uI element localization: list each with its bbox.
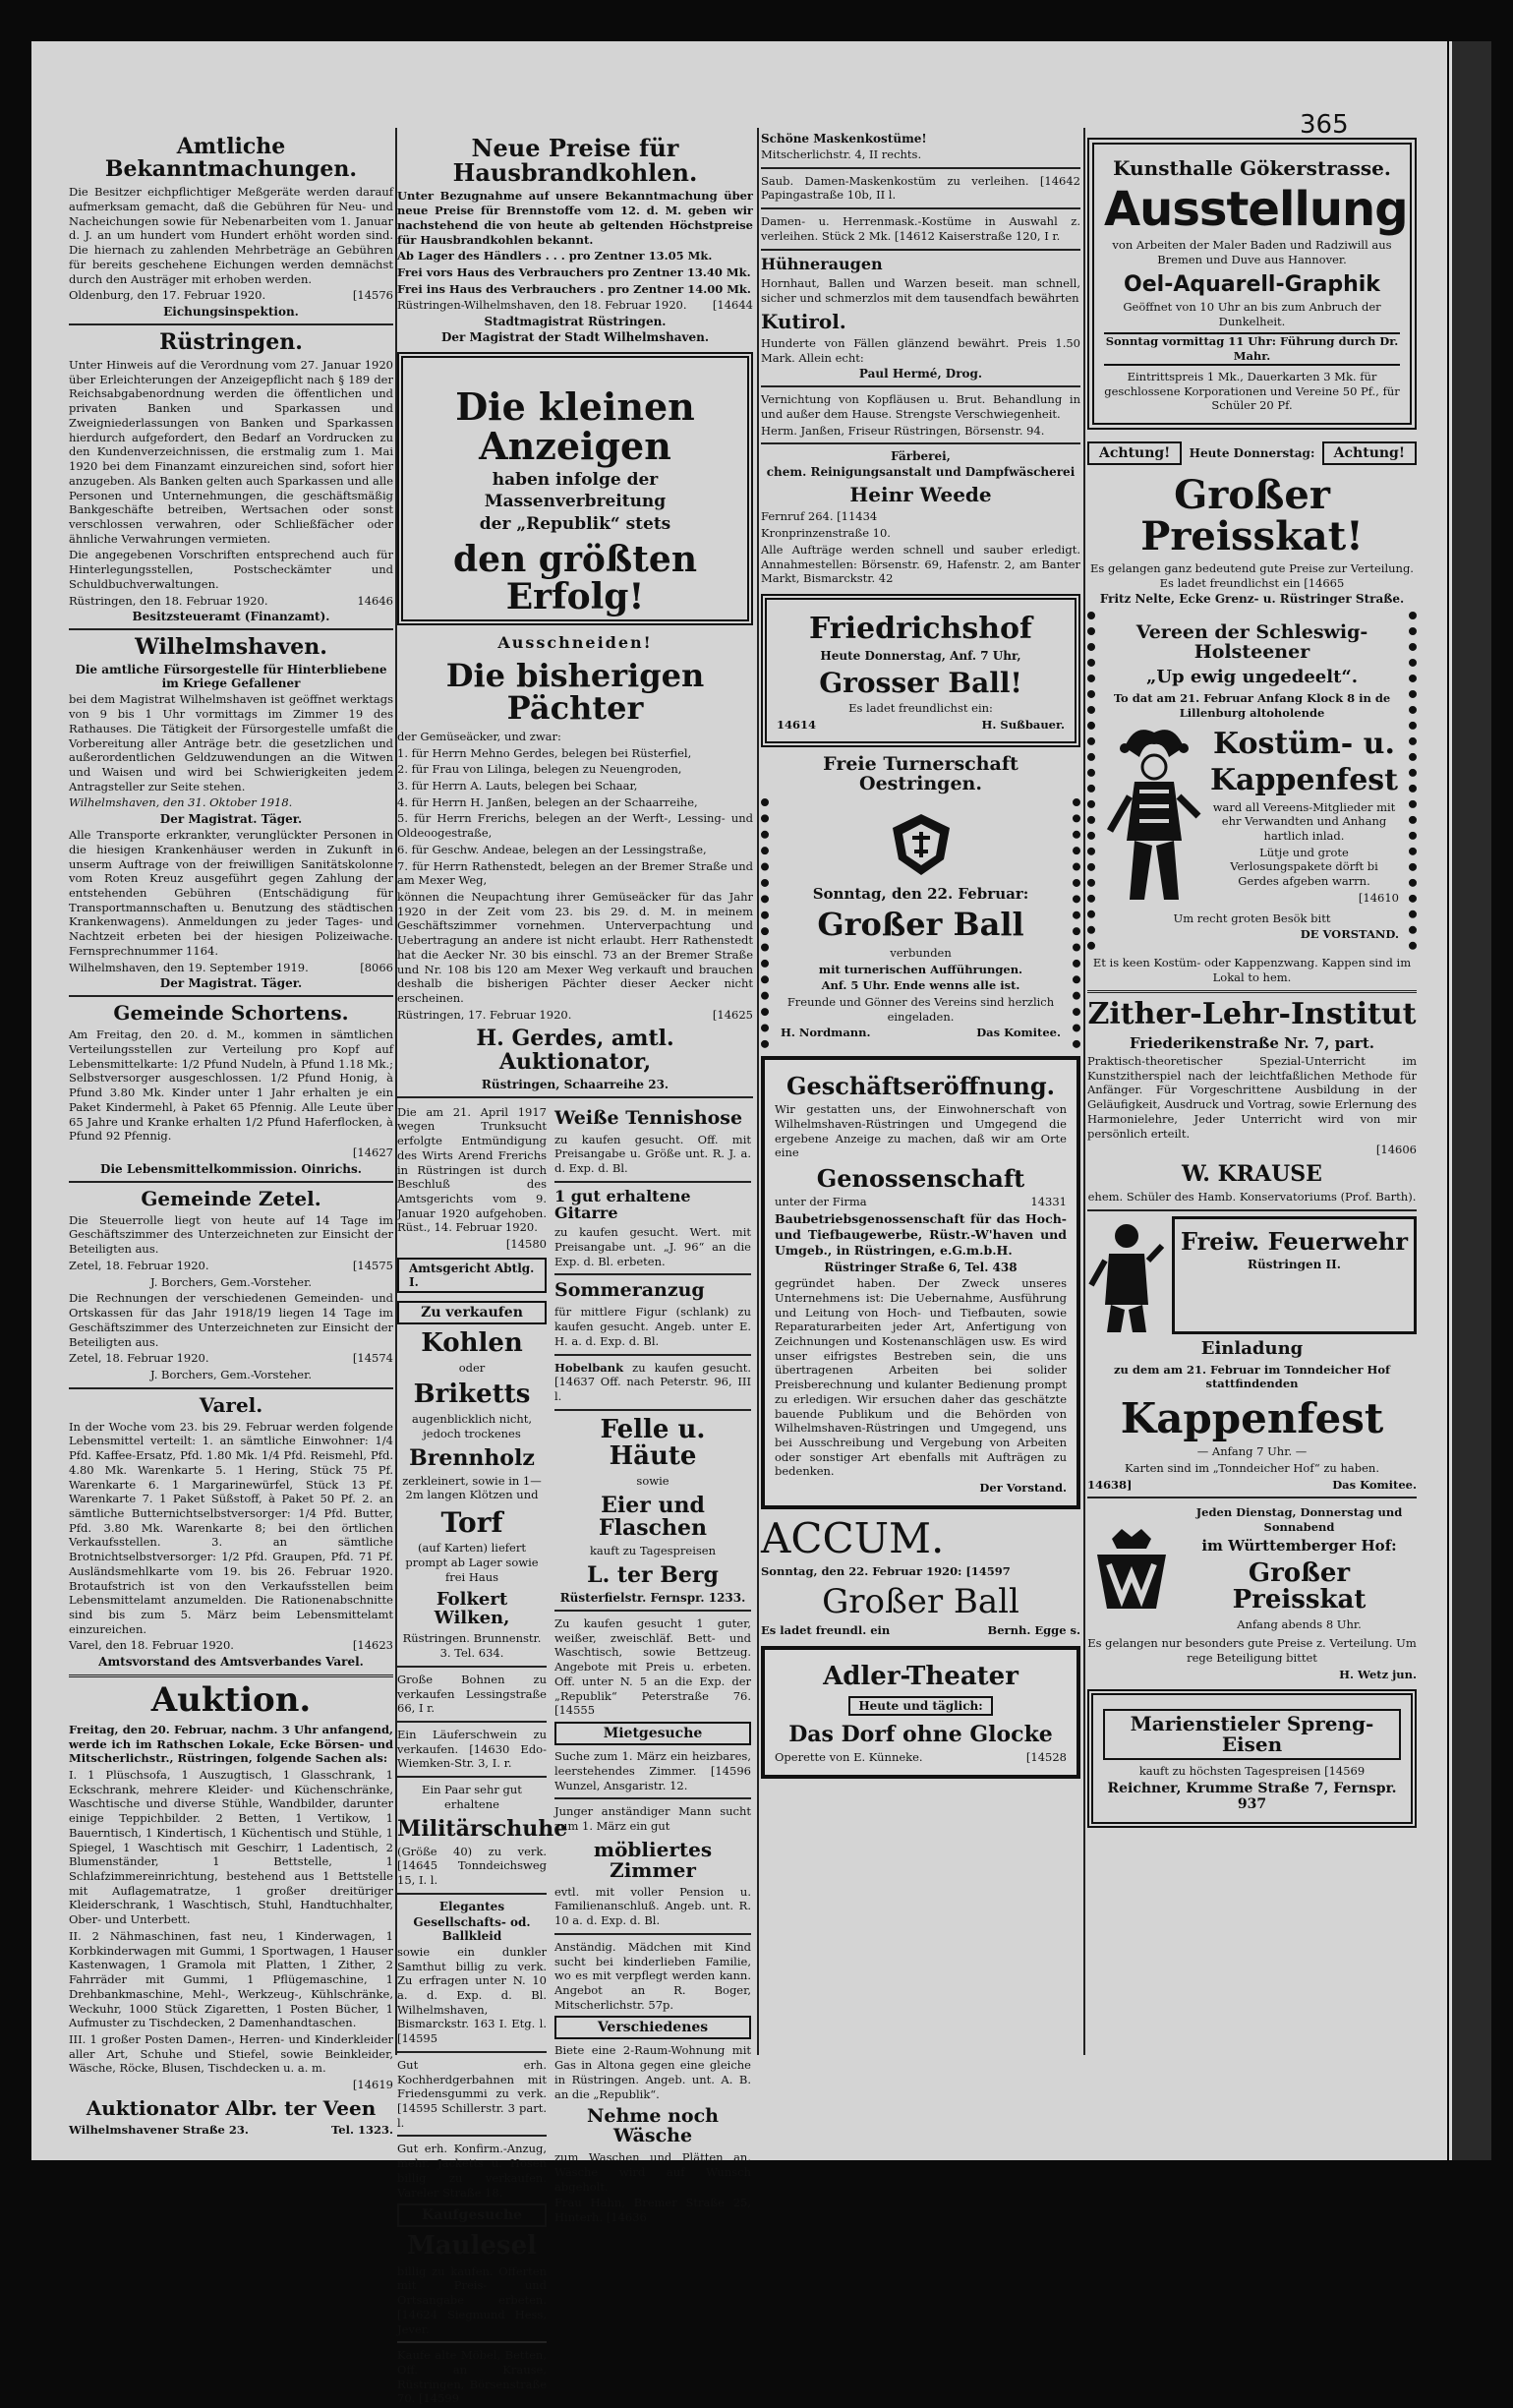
notice-signature: J. Borchers, Gem.-Vorsteher. bbox=[150, 1367, 312, 1381]
ad-text: sowie bbox=[636, 1474, 669, 1489]
notice-number: [14610 bbox=[1358, 890, 1399, 905]
ad-headline: möbliertes Zimmer bbox=[593, 1837, 713, 1882]
notice-signature: Eichungsinspektion. bbox=[163, 304, 299, 319]
ad-address: Reichner, Krumme Straße 7, Fernspr. 937 bbox=[1107, 1781, 1397, 1813]
crown-emblem-icon bbox=[1087, 1525, 1176, 1614]
ad-text: Hunderte von Fällen glänzend bewährt. Preis 1.50 Mark. Allein echt: bbox=[761, 335, 1080, 365]
column-rule bbox=[757, 128, 759, 2055]
club-motto: „Up ewig ungedeelt“. bbox=[1145, 667, 1358, 688]
ad-address: Kronprinzenstraße 10. bbox=[761, 526, 891, 541]
column-3 bbox=[761, 130, 1080, 1787]
promo-line: haben infolge der Massenverbreitung bbox=[484, 469, 667, 511]
ad-text: Biete eine 2-Raum-Wohnung mit Gas in Altona gegen eine gleiche in Rüstringen. Angeb. unt. A. B. an die „Republik“. bbox=[554, 2043, 751, 2101]
notice-signature: J. Borchers, Gem.-Vorsteher. bbox=[150, 1274, 312, 1289]
ad-signature: Paul Hermé, Drog. bbox=[858, 367, 983, 382]
ad-headline: Briketts bbox=[413, 1379, 531, 1409]
section-heading: Amtliche Bekanntmachungen. bbox=[104, 134, 358, 183]
coal-price-row: Frei ins Haus des Verbrauchers . pro Zentner 14.00 Mk. bbox=[397, 281, 751, 296]
ad-headline: Maulesel bbox=[406, 2231, 537, 2261]
event-title: Großer Ball bbox=[822, 1581, 1019, 1621]
institute-address: Friederikenstraße Nr. 7, part. bbox=[1130, 1033, 1374, 1052]
tenant-item: 1. für Herrn Mehno Gerdes, belegen bei Rüsterfiel, bbox=[397, 745, 692, 760]
ad-headline: Marienstieler Spreng-Eisen bbox=[1103, 1709, 1401, 1760]
ad-address: Rüstringen. Brunnenstr. 3. Tel. 634. bbox=[402, 1631, 542, 1661]
invite-heading: Einladung bbox=[1200, 1337, 1304, 1359]
exhibition-hours: Geöffnet von 10 Uhr an bis zum Anbruch der Dunkelheit. bbox=[1123, 299, 1381, 328]
column-2 bbox=[397, 130, 753, 2408]
event-title: Kostüm- u. bbox=[1213, 726, 1395, 761]
ad-headline: Genossenschaft bbox=[816, 1164, 1025, 1194]
schleswig-holstein-ad bbox=[1087, 612, 1417, 950]
section-tag: Kaufgesuche bbox=[397, 2203, 547, 2227]
kunsthalle-ad bbox=[1087, 138, 1417, 430]
ad-text: Alle Aufträge werden schnell und sauber erledigt. Annahmestellen: Börsenstr. 69, Hafenstr. 2, am Banter Markt, Bismarckstr. 42 bbox=[761, 542, 1080, 586]
event-text: Es gelangen ganz bedeutend gute Preise zur Verteilung. Es ladet freundlichst ein [14665 bbox=[1090, 560, 1414, 590]
coal-prices-lead: Unter Bezugnahme auf unsere Bekanntmachung über neue Preise für Brennstoffe vom 12. d. M. geben wir nachstehend die von heute ab geltenden Höchstpreise für Hausbrandkohlen bekannt. bbox=[397, 189, 753, 247]
ad-signature: Frau Hahn, Bremer Straße 25, Hinterh. [14636 bbox=[554, 2196, 751, 2225]
notice-text: Die Besitzer eichpflichtiger Meßgeräte werden darauf aufmerksam gemacht, daß die Gebühren für Neu- und Nacheichungen sowie für Nebenarbeiten vom 1. Januar d. J. an um hundert vom Hundert erhöht worden sind. Die hiernach zu zahlenden Mehrbeträge an Gebühren für bereits geschehene Eichungen werden demnächst durch den Austräger mit erhoben werden. bbox=[69, 185, 393, 286]
event-text: zu dem am 21. Februar im Tonndeicher Hof stattfindenden bbox=[1113, 1362, 1390, 1391]
notice-text: In der Woche vom 23. bis 29. Februar werden folgende Lebensmittel verteilt: 1. an sämtliche Einwohner: 1/4 Pfd. Kaffee-Ersatz, Pfd. 1.80 Mk. 1/4 Pfd. Reismehl, Pfd. 4.80 Mk. Warenkarte 5. 1 Hering, Stück 75 Pf. Warenkarte 6. 1 Margarinewürfel, Stück 13 Pf. Warenkarte 7. 1 Paket Süßstoff, à Paket 50 Pf. 2. an sämtliche Butternichtselbstversorger: 1/4 Pfd. Butter, Pfd. 3.80 Mk. Warenkarte 8; bei den örtlichen Verkaufsstellen. 3. an sämtliche Brotnichtselbstversorger: 1/2 Pfd. Graupen, Pfd. 71 Pf. Ausländsmehlkarte vom 19. bis 26. Februar 1920. Brotaufstrich ist von den Verkaufsstellen beim Lebensmittelamt anzumelden. Die Rationenabschnitte sind bis zum 5. März beim Lebensmittelamt einzureichen. bbox=[69, 1419, 393, 1636]
notice-text: können die Neupachtung ihrer Gemüseäcker für das Jahr 1920 in der Zeit vom 23. bis 29. d. M. in meinem Geschäftszimmer vornehmen. Unterverpachtung und Uebertragung an andere ist nicht erlaubt. Herr Rathenstedt hat die Aecker Nr. 30 bis einschl. 73 an der Bremer Straße und Nr. 108 bis 120 am Mexer Weg verkauft und brauchen deshalb die bisherigen Pächter dieser Aecker nicht erscheinen. bbox=[397, 889, 753, 1005]
notice-number: [14619 bbox=[352, 2078, 393, 2092]
small-ads-promo bbox=[397, 352, 753, 625]
auction-heading: Auktion. bbox=[150, 1680, 312, 1721]
ad-text: Gut erh. Kochherdgerbahnen mit Friedensgummi zu verk. [14595 Schillerstr. 3 part. l. bbox=[397, 2057, 547, 2130]
venue-title: ACCUM. bbox=[761, 1513, 945, 1562]
ad-headline: chem. Reinigungsanstalt und Dampfwäscherei bbox=[766, 465, 1076, 480]
notice-place: Wilhelmshaven, den 19. September 1919. bbox=[69, 960, 309, 974]
event-text: ward all Vereens-Mitglieder mit ehr Verwandten und Anhang hartlich inlad. bbox=[1212, 799, 1396, 844]
notice-text: Am Freitag, den 20. d. M., kommen in sämtlichen Verteilungsstellen zur Verteilung pro Kopf auf Lebensmittelkarte: 1/2 Pfund Nudeln, à Pfund 1.18 Mk.; Selbstversorger ausgeschlossen. 1/2 Pfund Honig, à Pfund 3.80 Mk. Kinder unter 1 Jahr erhalten je ein Paket Kindermehl, à Paket 65 Pfennig. Alle Leute über 65 Jahre und Kranke erhalten 1/2 Pfund Haferflocken, à Pfund 92 Pfennig. bbox=[69, 1028, 393, 1144]
ad-headline: Kohlen bbox=[421, 1327, 523, 1358]
notice-number: [14575 bbox=[352, 1258, 393, 1272]
ad-address: Mitscherlichstr. 4, II rechts. bbox=[761, 147, 922, 161]
auctioneer-name: Auktionator Albr. ter Veen bbox=[86, 2095, 377, 2120]
page-edge bbox=[1449, 41, 1491, 2160]
ad-text: Gut erh. Konfirm.-Anzug, mehr. Jacketts u. Hosen billig zu verkaufen. Vareler Straße 18. bbox=[397, 2142, 547, 2200]
event-venue: im Württemberger Hof: bbox=[1201, 1536, 1397, 1555]
ad-signature: Der Vorstand. bbox=[979, 1481, 1067, 1496]
notice-subheading: Die amtliche Fürsorgestelle für Hinterbliebene im Kriege Gefallener bbox=[75, 663, 387, 691]
section-tag: Zu verkaufen bbox=[397, 1301, 547, 1324]
ad-text: Hornhaut, Ballen und Warzen beseit. man schnell, sicher und schmerzlos mit dem tausendfach bewährten bbox=[761, 276, 1080, 306]
ad-text: zu kaufen gesucht. Off. mit Preisangabe u. Größe unt. R. J. a. d. Exp. d. Bl. bbox=[554, 1132, 751, 1175]
show-title: Das Dorf ohne Glocke bbox=[788, 1722, 1053, 1748]
notice-number: [14625 bbox=[712, 1007, 753, 1022]
show-text: Operette von E. Künneke. bbox=[775, 1750, 923, 1765]
ad-text: Elegantes bbox=[438, 1899, 505, 1913]
ad-phone: Fernruf 264. [11434 bbox=[761, 509, 878, 524]
business-opening-ad bbox=[761, 1056, 1080, 1509]
club-heading: Freiw. Feuerwehr bbox=[1181, 1226, 1408, 1256]
notice-text: Die am 21. April 1917 wegen Trunksucht erfolgte Entmündigung des Wirts Arend Frerichs in Rüstringen ist durch Beschluß des Amtsgerichts vom 9. Januar 1920 aufgehoben. Rüst., 14. Februar 1920. bbox=[397, 1104, 547, 1235]
notice-text: bei dem Magistrat Wilhelmshaven ist geöffnet werktags von 9 bis 1 Uhr vormittags im Zimmer 19 des Rathauses. Die Tätigkeit der Fürsorgestelle umfaßt die Vorbereitung aller Anträge betr. die gesetzlichen und außerordentlichen Geldzuwendungen an die Witwen und Waisen und wird bei Schwierigkeiten jedem Antragsteller zur Seite stehen. bbox=[69, 692, 393, 793]
tenants-sub: der Gemüseäcker, und zwar: bbox=[397, 729, 561, 743]
notice-place: Varel, den 18. Februar 1920. bbox=[69, 1638, 234, 1653]
ad-text: Wir gestatten uns, der Einwohnerschaft von Wilhelmshaven-Rüstringen und Umgegend die ergebene Anzeige zu machen, daß wir am Orte eine bbox=[775, 1102, 1067, 1160]
ad-headline: Färberei, bbox=[891, 449, 951, 464]
column-rule bbox=[1083, 128, 1085, 2055]
notice-place: Rüstringen, den 18. Februar 1920. bbox=[69, 593, 268, 608]
notice-number: 14646 bbox=[357, 593, 393, 608]
page-number: 365 bbox=[1300, 110, 1349, 140]
tenants-heading: Die bisherigen Pächter bbox=[445, 656, 705, 728]
ad-headline: Weiße Tennishose bbox=[554, 1106, 743, 1129]
notice-signature: Amtsgericht Abtlg. I. bbox=[397, 1258, 547, 1293]
institute-text: Praktisch-theoretischer Spezial-Unterricht im Kunstzitherspiel nach der leichtfaßlichen Methode für Anfänger. Für Vorgeschrittene Ausbildung in der Geläufigkeit, Ausdruck und Vortrag, sowie Erlernung des Harmonielehre, Jeder Unterricht wird von mir persönlich erteilt. bbox=[1087, 1053, 1417, 1141]
ad-text: gegründet haben. Der Zweck unseres Unternehmens ist: Die Uebernahme, Ausführung und Leitung von Hoch- und Tiefbauten, sowie Reparaturarbeiten jeder Art, Anfertigung von Zeichnungen und Kostenanschlägen usw. Es wird unser eifrigstes Bestreben sein, die uns übertragenen Arbeiten bei solider Preisberechnung und kulanter Bedienung prompt zu erledigen. Wir ersuchen daher das geschätzte bauende Publikum und die Behörden von Wilhelmshaven-Rüstringen und Umgegend, uns bei Ausschreibung und Vergebung von Arbeiten oder sonstiger Art ebenfalls mit Aufträgen zu bedenken. bbox=[775, 1276, 1067, 1479]
ad-text: Junger anständiger Mann sucht zum 1. März ein gut bbox=[554, 1804, 751, 1833]
ad-text: Saub. Damen-Maskenkostüm zu verleihen. [14642 Papingastraße 10b, II l. bbox=[761, 173, 1080, 203]
ad-firm: Folkert Wilken, bbox=[434, 1588, 510, 1628]
ad-text: zerkleinert, sowie in 1—2m langen Klötzen und bbox=[402, 1473, 542, 1502]
venue-title: Adler-Theater bbox=[823, 1662, 1018, 1692]
notice-number: [14576 bbox=[352, 288, 393, 303]
event-text: Es gelangen nur besonders gute Preise z. Verteilung. Um rege Beteiligung bittet bbox=[1087, 1636, 1417, 1665]
notice-place: Rüstringen, 17. Februar 1920. bbox=[397, 1007, 572, 1022]
ad-signature: Herm. Janßen, Friseur Rüstringen, Börsenstr. 94. bbox=[761, 423, 1045, 438]
coal-price-row: Frei vors Haus des Verbrauchers pro Zentner 13.40 Mk. bbox=[397, 264, 751, 279]
club-emblem-icon bbox=[887, 810, 956, 879]
event-time: — Anfang 7 Uhr. — bbox=[1196, 1444, 1308, 1459]
ad-firm: Heinr Weede bbox=[849, 483, 992, 507]
notice-number: [14627 bbox=[352, 1145, 393, 1160]
ad-firm: L. ter Berg bbox=[587, 1561, 719, 1588]
notice-number: 14614 bbox=[777, 717, 817, 732]
ad-text: zu kaufen gesucht. [14637 Off. nach Peterstr. 96, III l. bbox=[554, 1360, 751, 1403]
notice-signature: Der Magistrat der Stadt Wilhelmshaven. bbox=[440, 330, 710, 345]
ad-headline: 1 gut erhaltene Gitarre bbox=[554, 1186, 691, 1222]
event-text: Um recht groten Besök bitt bbox=[1173, 910, 1331, 925]
coal-prices-heading: Neue Preise für Hausbrandkohlen. bbox=[452, 134, 698, 188]
turnerschaft-ad bbox=[761, 798, 1080, 1048]
ad-headline: Nehme noch Wäsche bbox=[587, 2105, 719, 2147]
notice-place: Zetel, 18. Februar 1920. bbox=[69, 1351, 209, 1366]
fireman-illustration-icon bbox=[1087, 1216, 1166, 1334]
event-text: mit turnerischen Aufführungen. bbox=[818, 962, 1023, 976]
spreng-eisen-ad bbox=[1087, 1689, 1417, 1828]
attention-label: Achtung! bbox=[1322, 441, 1417, 465]
tenant-item: 3. für Herrn A. Lauts, belegen bei Schaar, bbox=[397, 778, 638, 793]
ad-text: Ein Läuferschwein zu verkaufen. [14630 Edo-Wiemken-Str. 3, I. r. bbox=[397, 1728, 547, 1771]
notice-number: [14606 bbox=[1375, 1143, 1417, 1157]
auction-list: III. 1 großer Posten Damen-, Herren- und Kinderkleider aller Art, Schuhe und Stiefel, sowie Beinkleider, Wäsche, Röcke, Blusen, Tischdecken u. a. m. bbox=[69, 2031, 393, 2076]
ad-text: Vernichtung von Kopfläusen u. Brut. Behandlung in und außer dem Hause. Strengste Verschwiegenheit. bbox=[761, 392, 1080, 421]
left-subcolumn bbox=[397, 1103, 568, 2408]
notice-signature: Der Magistrat. Täger. bbox=[159, 812, 303, 827]
event-text: verbunden bbox=[890, 945, 952, 960]
ad-signature: H. Sußbauer. bbox=[981, 717, 1065, 732]
event-date: Heute Donnerstag, Anf. 7 Uhr, bbox=[820, 648, 1021, 663]
event-date: Sonntag, den 22. Februar: bbox=[812, 885, 1029, 904]
institute-heading: Zither-Lehr-Institut bbox=[1087, 997, 1417, 1032]
ad-text: Ein Paar sehr gut erhaltene bbox=[422, 1783, 522, 1811]
ad-text: (auf Karten) liefert prompt ab Lager sowie frei Haus bbox=[405, 1541, 539, 1584]
notice-text: Unter Hinweis auf die Verordnung vom 27. Januar 1920 über Erleichterungen der Anzeigepflicht nach § 189 der Reichsabgabenordnung werden die öffentlichen und privaten Banken und Sparkassen und Zweigniederlassungen von Banken und Sparkassen hierdurch aufgefordert, den Bedarf an Vordrucken zu den Kundenverzeichnissen, die erstmalig zum 1. Mai 1920 bei dem Finanzamt einzureichen sind, sofort hier anzugeben. Als Banken gelten auch Sparkassen und alle Personen und Unternehmungen, die geschäftsmäßig Bankgeschäfte betreiben, Wertsachen oder sonst verschlossen verwahren, oder Schließfächer oder ähnliche Verwahrungen vermieten. bbox=[69, 358, 393, 546]
event-schedule: Jeden Dienstag, Donnerstag und Sonnabend bbox=[1195, 1505, 1403, 1535]
ad-headline: Hühneraugen bbox=[761, 254, 883, 273]
notice-number: [14528 bbox=[1025, 1750, 1067, 1765]
section-heading: Rüstringen. bbox=[159, 328, 303, 355]
auctioneer-name: H. Gerdes, amtl. Auktionator, bbox=[476, 1026, 674, 1075]
adler-theater-ad bbox=[761, 1646, 1080, 1779]
ad-headline: Felle u. Häute bbox=[600, 1414, 706, 1472]
institute-credentials: ehem. Schüler des Hamb. Konservatoriums (Prof. Barth). bbox=[1087, 1190, 1417, 1204]
auction-list: II. 2 Nähmaschinen, fast neu, 1 Kinderwagen, 1 Korbkinderwagen mit Gummi, 1 Sportwagen, 1 Hauser Kastenwagen, 1 Gramola mit Platten, 1 Zither, 2 Fahrräder mit Gummi, 1 Pflügemaschine, 1 Drehbankmaschine, Mehl-, Werkzeug-, Kühlschränke, Weckuhr, 1000 Stück Zigaretten, 1 Posten Bücher, 1 Aufmuster zu Tischdecken, 2 Damenhandtaschen. bbox=[69, 1928, 393, 2030]
invite-text: Es ladet freundlichst ein: bbox=[848, 700, 993, 715]
ad-text: sowie ein dunkler Samthut billig zu verk. Zu erfragen unter N. 10 a. d. Exp. d. Bl. Wilhelmshaven, Bismarckstr. 163 I. Etg. l. [14595 bbox=[397, 1944, 547, 2046]
event-text: Lütje und grote Verlosungspakete dörft bi Gerdes afgeben warrn. bbox=[1230, 845, 1378, 889]
ad-text: Kaufe alte Möbel, Betten, Off. an Krause, Rüstringen, Börsenstraße 70. [14599 bbox=[397, 2348, 547, 2406]
event-title: Grosser Ball! bbox=[819, 666, 1022, 699]
exhibition-subtitle: Oel-Aquarell-Graphik bbox=[1124, 271, 1380, 297]
column-4 bbox=[1087, 130, 1417, 1836]
section-heading: Gemeinde Schortens. bbox=[113, 1001, 349, 1026]
notice-number: 14638] bbox=[1087, 1477, 1133, 1492]
ad-headline: Gesellschafts- od. Ballkleid bbox=[413, 1914, 531, 1943]
wuerttemberg-ad bbox=[1087, 1503, 1417, 1634]
auction-list: I. 1 Plüschsofa, 1 Auszugtisch, 1 Glasschrank, 1 Eckschrank, mehrere Kleider- und Küchenschränke, Waschtische und diverse Stühle, Wandbilder, darunter einige Teppichbilder. 2 Betten, 1 Vertikow, 1 Bauerntisch, 1 Kindertisch, 1 Küchentisch und Stühle, 1 Spiegel, 1 Waschtisch mit Geschirr, 1 Ladentisch, 2 Blumenständer, 1 Bettstelle, 1 Schlafzimmereinrichtung, bestehend aus 1 Bettstelle mit Auflagematratze, 1 großer dreitüriger Kleiderschrank, 1 Waschtisch, Stuhl, Handtuchhalter, Ober- und Unterbett. bbox=[69, 1768, 393, 1927]
ad-text: billig zu kaufen. Offerten mit Preis- und Ortsangabe erbeten. [14624 Siegmund Hess, Jever. bbox=[397, 2263, 547, 2336]
auctioneer-address: Rüstringen, Schaarreihe 23. bbox=[481, 1077, 669, 1091]
exhibition-prices: Eintrittspreis 1 Mk., Dauerkarten 3 Mk. für geschlossene Korporationen und Vereine 50 Pf., für Schüler 20 Pf. bbox=[1104, 369, 1400, 413]
club-subheading: Rüstringen II. bbox=[1248, 1258, 1341, 1271]
fire-brigade-ad bbox=[1087, 1216, 1417, 1334]
friedrichshof-ad bbox=[761, 594, 1080, 747]
ad-firm: Baubetriebsgenossenschaft für das Hoch- und Tiefbaugewerbe, Rüstr.-W'haven und Umgeb., in Rüstringen, e.G.m.b.H. bbox=[775, 1211, 1067, 1259]
ad-text: zu kaufen gesucht. Wert. mit Preisangabe unt. „J. 96“ an die Exp. d. Bl. erbeten. bbox=[554, 1225, 751, 1268]
section-heading: Varel. bbox=[199, 1392, 263, 1417]
notice-place: Zetel, 18. Februar 1920. bbox=[69, 1258, 209, 1272]
institute-teacher: W. KRAUSE bbox=[1182, 1161, 1322, 1187]
show-schedule: Heute und täglich: bbox=[848, 1696, 992, 1716]
event-title: Großer Ball bbox=[817, 906, 1024, 944]
auction-lead: Freitag, den 20. Februar, nachm. 3 Uhr anfangend, werde ich im Rathschen Lokale, Ecke Börsen- und Mitscherlichstr., Rüstringen, folgende Sachen als: bbox=[69, 1722, 393, 1766]
section-tag: Verschiedenes bbox=[554, 2016, 751, 2039]
notice-signature: Die Lebensmittelkommission. Oinrichs. bbox=[100, 1161, 362, 1176]
notice-number: [14644 bbox=[712, 298, 753, 313]
notice-text: Die angegebenen Vorschriften entsprechend auch für Hinterlegungsstellen, Postscheckämter und Schuldbuchverwaltungen. bbox=[69, 548, 393, 591]
club-heading: Freie Turnerschaft Oestringen. bbox=[823, 753, 1018, 795]
notice-place: Wilhelmshaven, den 31. Oktober 1918. bbox=[69, 795, 293, 810]
venue-title: Friedrichshof bbox=[809, 612, 1032, 647]
notice-signature: Der Magistrat. Täger. bbox=[159, 976, 303, 991]
notice-place: Oldenburg, den 17. Februar 1920. bbox=[69, 288, 266, 303]
event-text: Freunde und Gönner des Vereins sind herzlich eingeladen. bbox=[786, 994, 1055, 1024]
ad-signature: Bernh. Egge s. bbox=[987, 1623, 1080, 1638]
ad-signature: DE VORSTAND. bbox=[1300, 927, 1399, 942]
ad-signature: H. Wetz jun. bbox=[1339, 1667, 1417, 1681]
notice-number: [14574 bbox=[352, 1351, 393, 1366]
exhibition-text: von Arbeiten der Maler Baden und Radziwill aus Bremen und Duve aus Hannover. bbox=[1112, 238, 1392, 267]
ad-text: Zu kaufen gesucht 1 guter, weißer, zweischläf. Bett- und Waschtisch, sowie Bettzeug. Angebote mit Preis u. erbeten. Off. unter N. 5 an die Exp. der „Republik“ Peterstraße 76. [14555 bbox=[554, 1616, 751, 1718]
ad-headline: Eier und Flaschen bbox=[599, 1493, 707, 1542]
ad-signature: Das Komitee. bbox=[976, 1026, 1061, 1040]
ad-text: (Größe 40) zu verk. [14645 Tonndeichsweg 15, I. l. bbox=[397, 1844, 547, 1888]
ad-signature: H. Nordmann. bbox=[781, 1026, 871, 1040]
exhibition-title: Ausstellung bbox=[1104, 182, 1408, 237]
ad-signature: Das Komitee. bbox=[1332, 1477, 1417, 1492]
ad-text: oder bbox=[458, 1361, 486, 1376]
ad-headline: Militärschuhe bbox=[397, 1815, 568, 1842]
notice-place: Rüstringen-Wilhelmshaven, den 18. Februar 1920. bbox=[397, 298, 687, 313]
ad-text: kauft zu Tagespreisen bbox=[589, 1544, 717, 1558]
notice-signature: Stadtmagistrat Rüstringen. bbox=[484, 315, 667, 329]
invite-text: Es ladet freundl. ein bbox=[761, 1623, 891, 1638]
ad-headline: Geschäftseröffnung. bbox=[786, 1072, 1055, 1101]
notice-number: 14331 bbox=[1030, 1195, 1067, 1209]
event-title: Großer Preisskat bbox=[1232, 1557, 1367, 1615]
section-heading: Gemeinde Zetel. bbox=[141, 1186, 321, 1210]
ad-text: Anständig. Mädchen mit Kind sucht bei kinderlieben Familie, wo es mit verpflegt werden kann. Angebot an R. Boger, Mitscherlichstr. 57p. bbox=[554, 1939, 751, 2012]
ad-text: unter der Firma bbox=[775, 1195, 867, 1209]
notice-signature: Amtsvorstand des Amtsverbandes Varel. bbox=[98, 1655, 364, 1670]
attention-label: Achtung! bbox=[1087, 441, 1182, 465]
ad-brand: Kutirol. bbox=[761, 309, 846, 333]
ad-text: Suche zum 1. März ein heizbares, leerstehendes Zimmer. [14596 Wunzel, Ansgaristr. 12. bbox=[554, 1749, 751, 1792]
event-time: Anfang abends 8 Uhr. bbox=[1237, 1617, 1362, 1632]
tenant-item: 4. für Herrn H. Janßen, belegen an der Schaarreihe, bbox=[397, 794, 698, 809]
notice-text: Die Rechnungen der verschiedenen Gemeinden- und Ortskassen für das Jahr 1918/19 liegen 14 Tage im Geschäftszimmer des Unterzeichneten zur Einsicht der Beteiligten aus. bbox=[69, 1291, 393, 1349]
ad-headline: Torf bbox=[440, 1506, 503, 1540]
cut-out-label: Ausschneiden! bbox=[497, 633, 653, 653]
ad-text: augenblicklich nicht, jedoch trockenes bbox=[411, 1412, 533, 1440]
event-text: Karten sind im „Tonndeicher Hof“ zu haben. bbox=[1125, 1460, 1379, 1475]
ad-text: für mittlere Figur (schlank) zu kaufen gesucht. Angeb. unter E. H. a. d. Exp. d. Bl. bbox=[554, 1305, 751, 1348]
tenant-item: 5. für Herrn Frerichs, belegen an der Werft-, Lessing- und Oldeoogestraße, bbox=[397, 811, 753, 841]
promo-line: der „Republik“ stets bbox=[479, 514, 671, 535]
ad-text: evtl. mit voller Pension u. Familienanschluß. Angeb. unt. R. 10 a. d. Exp. d. Bl. bbox=[554, 1884, 751, 1928]
jester-illustration-icon bbox=[1105, 723, 1203, 910]
event-day: Heute Donnerstag: bbox=[1189, 445, 1315, 460]
event-title: Kappenfest bbox=[1120, 1394, 1384, 1443]
event-text: Anf. 5 Uhr. Ende wenns alle ist. bbox=[821, 978, 1020, 993]
event-title: Kappenfest bbox=[1209, 763, 1399, 798]
ad-headline: Brennholz bbox=[409, 1444, 535, 1471]
event-date: Sonntag, den 22. Februar 1920: [14597 bbox=[761, 1563, 1011, 1578]
ad-headline: Hobelbank bbox=[554, 1360, 624, 1375]
ad-headline: Schöne Maskenkostüme! bbox=[761, 132, 927, 146]
venue-title: Kunsthalle Gökerstrasse. bbox=[1113, 156, 1391, 180]
ad-text: kauft zu höchsten Tagespreisen [14569 bbox=[1138, 1764, 1366, 1779]
promo-tagline: den größten Erfolg! bbox=[453, 539, 697, 617]
ad-address: Rüsterfielstr. Fernspr. 1233. bbox=[559, 1591, 746, 1606]
event-text: To dat am 21. Februar Anfang Klock 8 in de Lillenburg altoholende bbox=[1113, 691, 1391, 720]
tenant-item: 7. für Herrn Rathenstedt, belegen an der Bremer Straße und am Mexer Weg, bbox=[397, 858, 753, 888]
notice-text: Die Steuerrolle liegt von heute auf 14 Tage im Geschäftszimmer des Unterzeichneten zur Einsicht der Beteiligten aus. bbox=[69, 1212, 393, 1257]
tenant-item: 2. für Frau von Lilinga, belegen zu Neuengroden, bbox=[397, 762, 682, 777]
ad-signature: Fritz Nelte, Ecke Grenz- u. Rüstringer Straße. bbox=[1099, 592, 1405, 607]
club-heading: Vereen der Schleswig-Holsteener bbox=[1135, 621, 1368, 664]
tenant-item: 6. für Geschw. Andeae, belegen an der Lessingstraße, bbox=[397, 842, 707, 856]
event-title: Großer Preisskat! bbox=[1140, 471, 1364, 559]
ad-text: Große Bohnen zu verkaufen Lessingstraße 66, I r. bbox=[397, 1672, 547, 1716]
notice-signature: Besitzsteueramt (Finanzamt). bbox=[132, 610, 330, 624]
section-tag: Mietgesuche bbox=[554, 1722, 751, 1745]
promo-title: Die kleinen Anzeigen bbox=[455, 384, 695, 469]
section-heading: Wilhelmshaven. bbox=[135, 634, 327, 661]
event-note: Et is keen Kostüm- oder Kappenzwang. Kappen sind im Lokal to hem. bbox=[1092, 956, 1412, 984]
notice-number: [14580 bbox=[505, 1237, 547, 1252]
notice-text: Alle Transporte erkrankter, verunglückter Personen in die hiesigen Krankenhäuser werden in Zukunft in unserm Auftrage von der freiwilligen Sanitätskolonne vom Roten Kreuz ausgeführt gegen Zahlung der entstehenden Gebühren (Entschädigung für Transportmannschaften u. Benutzung des städtischen Krankenwagens). Anmeldungen zu jeder Tages- und Nachtzeit erbeten bei der hiesigen Polizeiwache. Fernsprechnummer 1164. bbox=[69, 828, 393, 958]
right-subcolumn bbox=[554, 1103, 751, 2408]
column-1 bbox=[69, 130, 393, 2140]
auctioneer-phone: Tel. 1323. bbox=[331, 2122, 393, 2137]
auctioneer-address: Wilhelmshavener Straße 23. bbox=[69, 2122, 249, 2137]
ad-text: zum Waschen und Plätten an. Wäsche wird auf Wunsch abgeholt. bbox=[554, 2150, 751, 2194]
ad-address: Rüstringer Straße 6, Tel. 438 bbox=[824, 1261, 1018, 1275]
newspaper-page bbox=[31, 41, 1447, 2406]
exhibition-tour: Sonntag vormittag 11 Uhr: Führung durch Dr. Mahr. bbox=[1104, 332, 1400, 365]
notice-number: [8066 bbox=[360, 960, 393, 974]
ad-text: Damen- u. Herrenmask.-Kostüme in Auswahl z. verleihen. Stück 2 Mk. [14612 Kaiserstraße 120, I r. bbox=[761, 214, 1080, 243]
coal-price-row: Ab Lager des Händlers . . . pro Zentner 13.05 Mk. bbox=[397, 249, 713, 264]
notice-number: [14623 bbox=[352, 1638, 393, 1653]
ad-headline: Sommeranzug bbox=[554, 1279, 705, 1302]
